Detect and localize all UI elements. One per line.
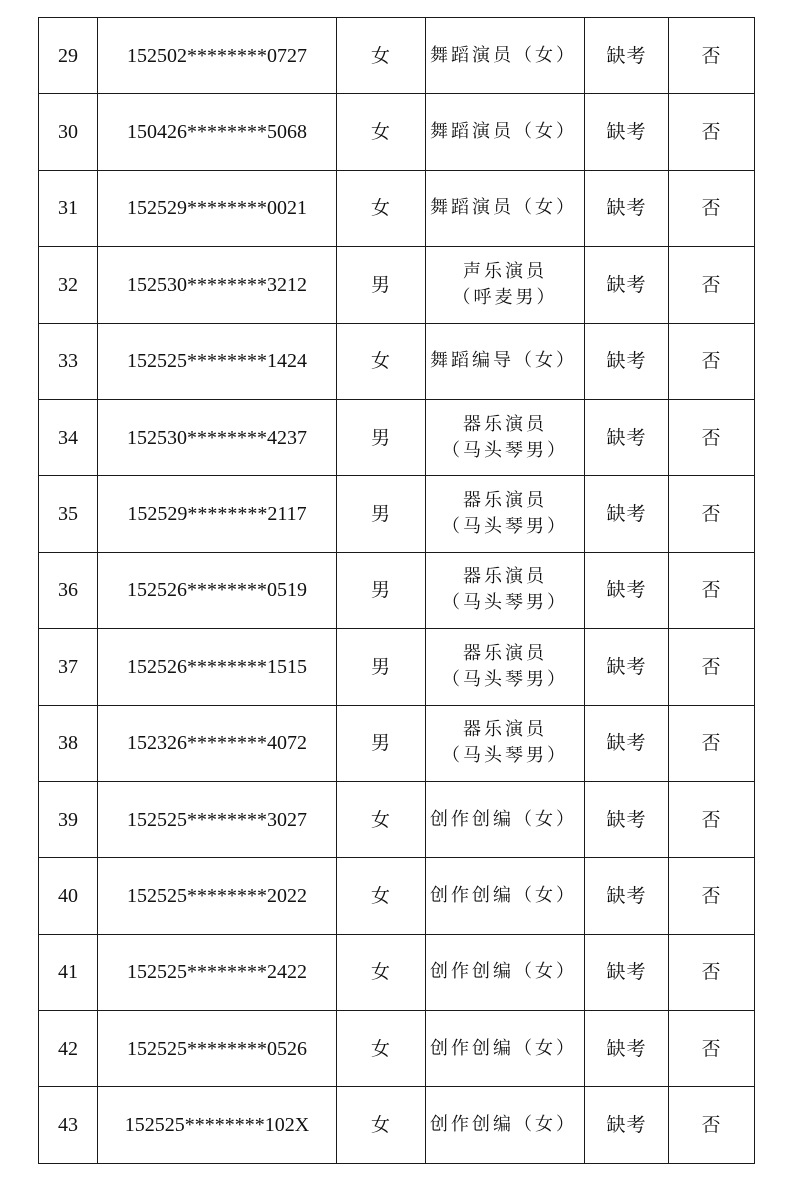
advance-cell: 否 xyxy=(669,781,755,857)
position-line: （马头琴男） xyxy=(442,668,568,690)
position-line: 舞蹈演员（女） xyxy=(430,44,577,66)
serial-number-cell: 31 xyxy=(39,170,98,246)
serial-number-cell: 40 xyxy=(39,858,98,934)
id-number-cell: 152525********2022 xyxy=(98,858,337,934)
advance-cell: 否 xyxy=(669,629,755,705)
results-table-body xyxy=(39,18,755,1164)
table-row xyxy=(39,1011,755,1087)
gender-cell: 女 xyxy=(337,1087,426,1163)
advance-cell: 否 xyxy=(669,399,755,475)
gender-cell: 女 xyxy=(337,18,426,94)
position-line: 创作创编（女） xyxy=(430,808,577,830)
position-cell xyxy=(426,18,585,94)
id-number-cell: 152326********4072 xyxy=(98,705,337,781)
position-cell xyxy=(426,399,585,475)
position-cell xyxy=(426,1011,585,1087)
gender-cell: 女 xyxy=(337,934,426,1010)
gender-cell: 女 xyxy=(337,781,426,857)
advance-cell: 否 xyxy=(669,934,755,1010)
exam-status-cell: 缺考 xyxy=(585,18,669,94)
advance-cell: 否 xyxy=(669,323,755,399)
position-cell xyxy=(426,705,585,781)
position-line: （马头琴男） xyxy=(442,516,568,538)
position-line: 舞蹈编导（女） xyxy=(430,350,577,372)
serial-number-cell: 38 xyxy=(39,705,98,781)
gender-cell: 女 xyxy=(337,170,426,246)
position-line: 舞蹈演员（女） xyxy=(430,121,577,143)
id-number-cell: 152525********0526 xyxy=(98,1011,337,1087)
id-number-cell: 152526********0519 xyxy=(98,552,337,628)
table-row xyxy=(39,705,755,781)
position-cell xyxy=(426,476,585,552)
serial-number-cell: 39 xyxy=(39,781,98,857)
exam-status-cell: 缺考 xyxy=(585,552,669,628)
table-row xyxy=(39,247,755,323)
id-number-cell: 152525********3027 xyxy=(98,781,337,857)
position-cell xyxy=(426,781,585,857)
id-number-cell: 152525********2422 xyxy=(98,934,337,1010)
id-number-cell: 152526********1515 xyxy=(98,629,337,705)
position-line: （马头琴男） xyxy=(442,745,568,767)
position-line: （马头琴男） xyxy=(442,439,568,461)
exam-status-cell: 缺考 xyxy=(585,1011,669,1087)
exam-status-cell: 缺考 xyxy=(585,705,669,781)
position-cell xyxy=(426,323,585,399)
gender-cell: 男 xyxy=(337,476,426,552)
advance-cell: 否 xyxy=(669,1011,755,1087)
advance-cell: 否 xyxy=(669,476,755,552)
advance-cell: 否 xyxy=(669,1087,755,1163)
exam-status-cell: 缺考 xyxy=(585,94,669,170)
position-line: 舞蹈演员（女） xyxy=(430,197,577,219)
serial-number-cell: 41 xyxy=(39,934,98,1010)
serial-number-cell: 30 xyxy=(39,94,98,170)
serial-number-cell: 36 xyxy=(39,552,98,628)
gender-cell: 男 xyxy=(337,399,426,475)
table-row xyxy=(39,170,755,246)
serial-number-cell: 33 xyxy=(39,323,98,399)
position-line: 创作创编（女） xyxy=(430,1114,577,1136)
exam-status-cell: 缺考 xyxy=(585,399,669,475)
serial-number-cell: 34 xyxy=(39,399,98,475)
gender-cell: 女 xyxy=(337,858,426,934)
exam-status-cell: 缺考 xyxy=(585,323,669,399)
results-table xyxy=(38,17,755,1164)
table-row xyxy=(39,18,755,94)
serial-number-cell: 29 xyxy=(39,18,98,94)
gender-cell: 男 xyxy=(337,552,426,628)
serial-number-cell: 43 xyxy=(39,1087,98,1163)
advance-cell: 否 xyxy=(669,705,755,781)
advance-cell: 否 xyxy=(669,552,755,628)
position-line: 器乐演员 xyxy=(463,490,547,512)
table-row xyxy=(39,94,755,170)
table-row xyxy=(39,858,755,934)
id-number-cell: 152530********4237 xyxy=(98,399,337,475)
position-cell xyxy=(426,629,585,705)
exam-status-cell: 缺考 xyxy=(585,781,669,857)
serial-number-cell: 37 xyxy=(39,629,98,705)
id-number-cell: 152529********2117 xyxy=(98,476,337,552)
exam-status-cell: 缺考 xyxy=(585,476,669,552)
advance-cell: 否 xyxy=(669,170,755,246)
id-number-cell: 152530********3212 xyxy=(98,247,337,323)
id-number-cell: 152525********1424 xyxy=(98,323,337,399)
advance-cell: 否 xyxy=(669,858,755,934)
exam-status-cell: 缺考 xyxy=(585,629,669,705)
position-line: 器乐演员 xyxy=(463,719,547,741)
position-line: 创作创编（女） xyxy=(430,884,577,906)
exam-status-cell: 缺考 xyxy=(585,934,669,1010)
gender-cell: 男 xyxy=(337,705,426,781)
position-cell xyxy=(426,94,585,170)
table-row xyxy=(39,1087,755,1163)
position-line: 器乐演员 xyxy=(463,566,547,588)
position-cell xyxy=(426,858,585,934)
position-line: 器乐演员 xyxy=(463,642,547,664)
position-cell xyxy=(426,247,585,323)
position-cell xyxy=(426,934,585,1010)
table-row xyxy=(39,323,755,399)
table-row xyxy=(39,629,755,705)
gender-cell: 女 xyxy=(337,94,426,170)
advance-cell: 否 xyxy=(669,18,755,94)
position-line: （马头琴男） xyxy=(442,592,568,614)
serial-number-cell: 35 xyxy=(39,476,98,552)
serial-number-cell: 32 xyxy=(39,247,98,323)
gender-cell: 男 xyxy=(337,247,426,323)
position-line: 器乐演员 xyxy=(463,413,547,435)
table-row xyxy=(39,552,755,628)
table-row xyxy=(39,781,755,857)
id-number-cell: 150426********5068 xyxy=(98,94,337,170)
advance-cell: 否 xyxy=(669,247,755,323)
exam-status-cell: 缺考 xyxy=(585,247,669,323)
exam-status-cell: 缺考 xyxy=(585,170,669,246)
position-line: 创作创编（女） xyxy=(430,1037,577,1059)
position-line: （呼麦男） xyxy=(452,286,558,308)
gender-cell: 女 xyxy=(337,323,426,399)
position-cell xyxy=(426,170,585,246)
id-number-cell: 152525********102X xyxy=(98,1087,337,1163)
advance-cell: 否 xyxy=(669,94,755,170)
table-row xyxy=(39,934,755,1010)
gender-cell: 女 xyxy=(337,1011,426,1087)
position-line: 声乐演员 xyxy=(463,260,547,282)
id-number-cell: 152502********0727 xyxy=(98,18,337,94)
id-number-cell: 152529********0021 xyxy=(98,170,337,246)
gender-cell: 男 xyxy=(337,629,426,705)
table-row xyxy=(39,476,755,552)
exam-status-cell: 缺考 xyxy=(585,858,669,934)
exam-status-cell: 缺考 xyxy=(585,1087,669,1163)
position-cell xyxy=(426,1087,585,1163)
serial-number-cell: 42 xyxy=(39,1011,98,1087)
position-line: 创作创编（女） xyxy=(430,961,577,983)
position-cell xyxy=(426,552,585,628)
table-row xyxy=(39,399,755,475)
